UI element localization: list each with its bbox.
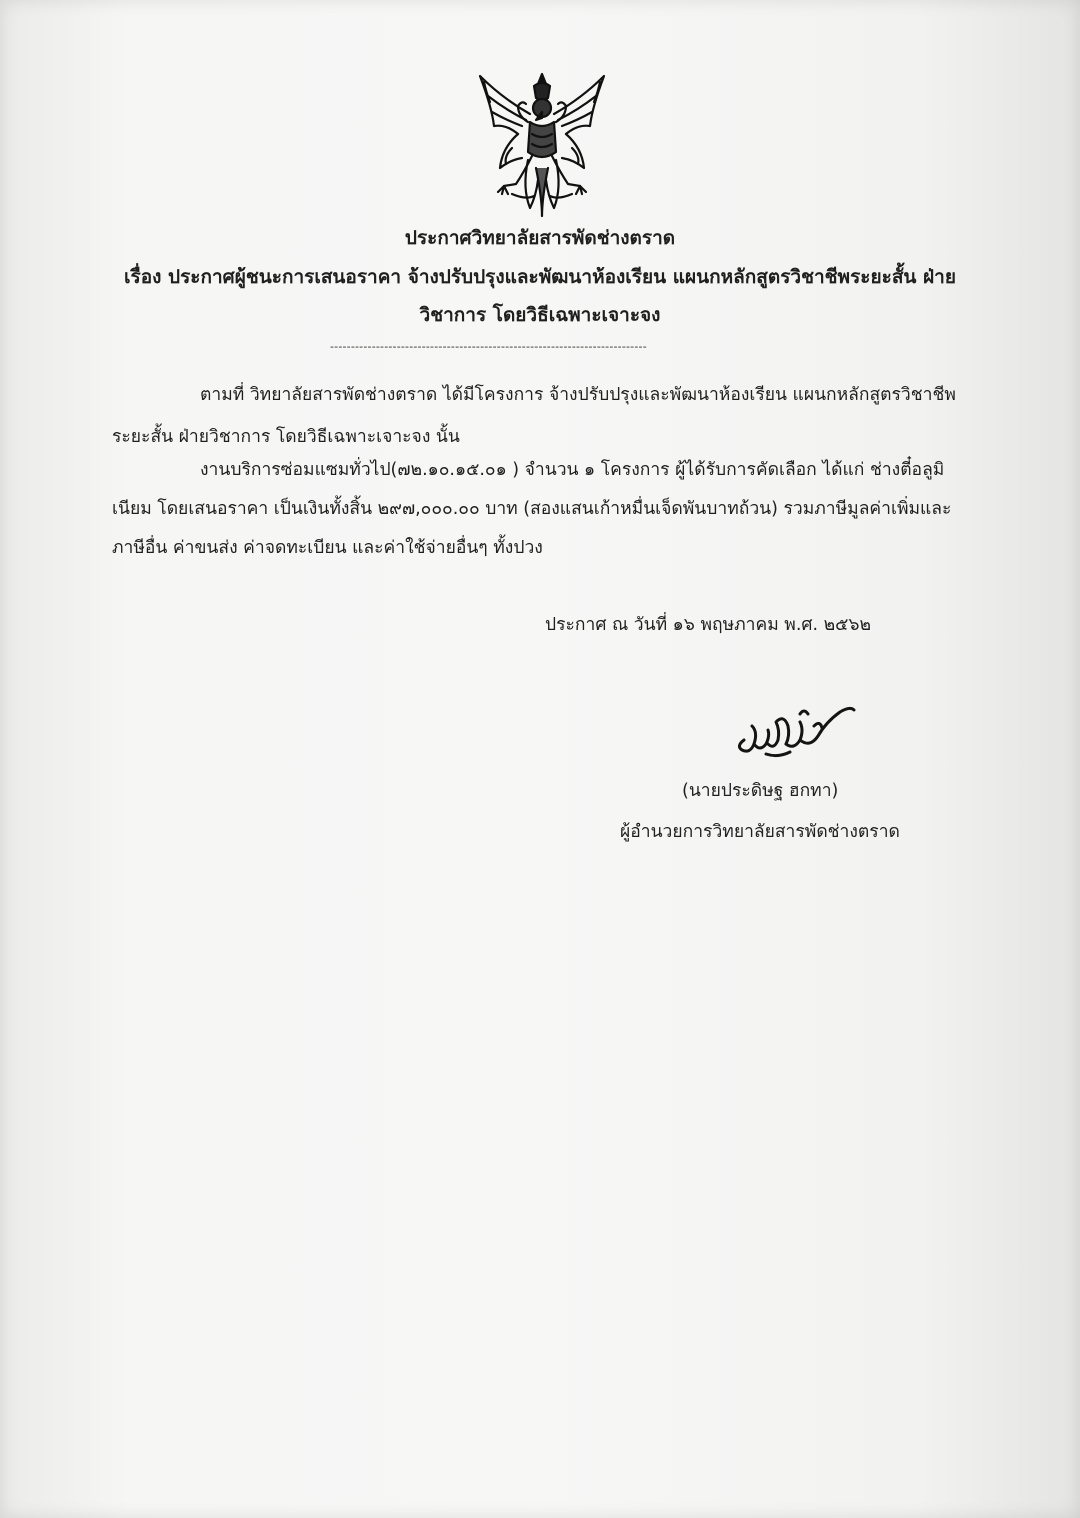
handwritten-signature-icon bbox=[730, 700, 860, 762]
paragraph-2-line-2: เนียม โดยเสนอราคา เป็นเงินทั้งสิ้น ๒๙๗,๐๐๐.๐๐ บาท (สองแสนเก้าหมื่นเจ็ดพันบาทถ้วน) รวมภาษีมูลค่าเพิ่มและ bbox=[112, 499, 952, 519]
signatory-name: (นายประดิษฐ ฮกทา) bbox=[682, 781, 839, 801]
paragraph-1-line-2: ระยะสั้น ฝ่ายวิชาการ โดยวิธีเฉพาะเจาะจง นั้น bbox=[112, 427, 460, 447]
divider-line: ---------------------------------------------------------------------------- bbox=[330, 340, 647, 353]
subject-line-1: เรื่อง ประกาศผู้ชนะการเสนอราคา จ้างปรับปรุงและพัฒนาห้องเรียน แผนกหลักสูตรวิชาชีพระยะสั้น ฝ่าย bbox=[124, 266, 956, 288]
garuda-emblem-icon bbox=[472, 68, 612, 220]
signatory-position: ผู้อำนวยการวิทยาลัยสารพัดช่างตราด bbox=[620, 822, 900, 842]
paragraph-2-line-1: งานบริการซ่อมแซมทั่วไป(๗๒.๑๐.๑๕.๐๑ ) จำนวน ๑ โครงการ ผู้ได้รับการคัดเลือก ได้แก่ ช่างตี๋อลูมิ bbox=[200, 460, 945, 480]
paragraph-1-line-1: ตามที่ วิทยาลัยสารพัดช่างตราด ได้มีโครงการ จ้างปรับปรุงและพัฒนาห้องเรียน แผนกหลักสูตรวิชาชีพ bbox=[200, 385, 956, 405]
announcement-title: ประกาศวิทยาลัยสารพัดช่างตราด bbox=[404, 227, 676, 249]
subject-line-2: วิชาการ โดยวิธีเฉพาะเจาะจง bbox=[419, 304, 661, 326]
paragraph-2-line-3: ภาษีอื่น ค่าขนส่ง ค่าจดทะเบียน และค่าใช้จ่ายอื่นๆ ทั้งปวง bbox=[112, 538, 543, 558]
announcement-date: ประกาศ ณ วันที่ ๑๖ พฤษภาคม พ.ศ. ๒๕๖๒ bbox=[545, 615, 872, 635]
